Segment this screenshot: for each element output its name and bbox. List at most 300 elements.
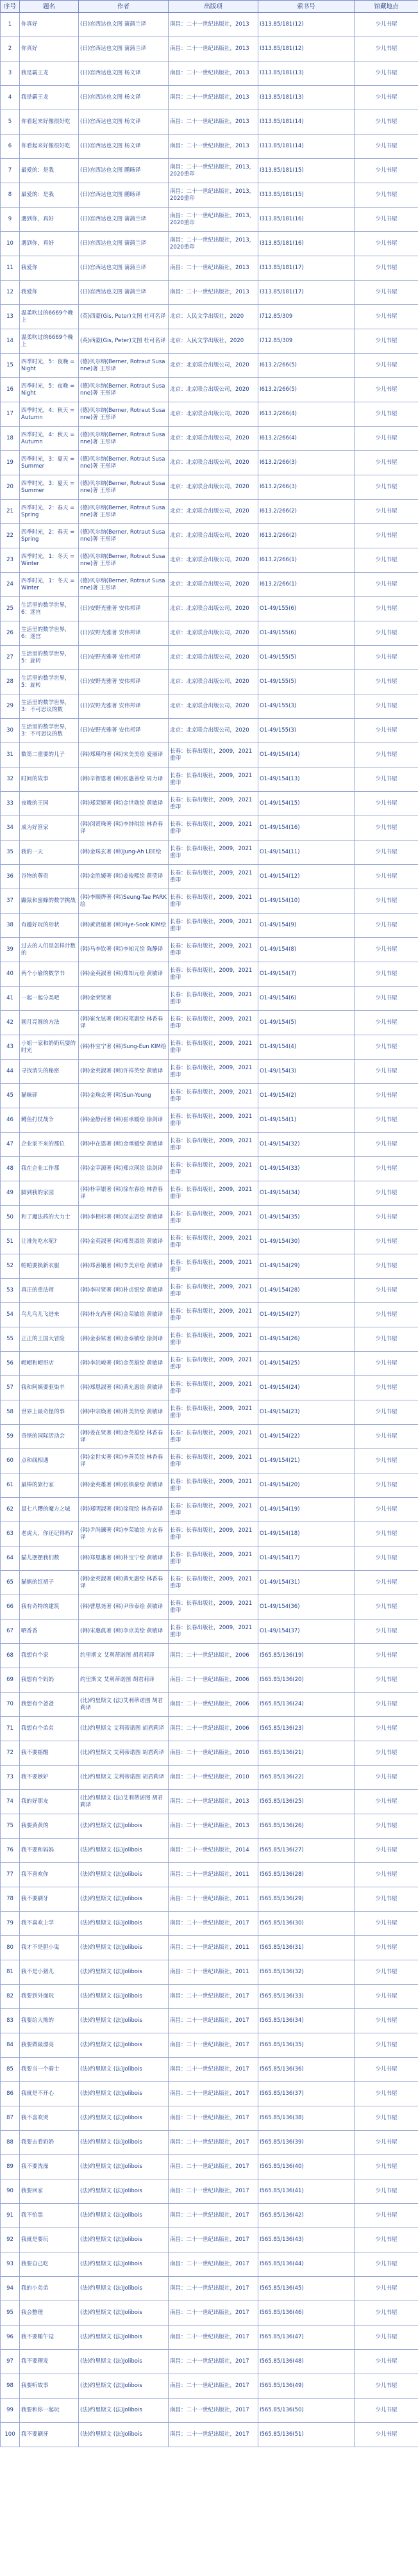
table-row bbox=[1, 2082, 418, 2106]
cell-number: 52 bbox=[1, 1254, 20, 1279]
cell-number: 44 bbox=[1, 1060, 20, 1084]
cell-title: 我是霸王龙 bbox=[20, 86, 79, 110]
table-row bbox=[1, 86, 418, 110]
cell-call-number: O1-49/154(29) bbox=[258, 1254, 355, 1279]
cell-call-number: O1-49/154(6) bbox=[258, 987, 355, 1011]
cell-publisher: 北京：北京联合出版公司，2020 bbox=[169, 670, 258, 694]
cell-location: 少儿书屋 bbox=[355, 670, 418, 694]
cell-number: 94 bbox=[1, 2277, 20, 2301]
table-row bbox=[1, 1108, 418, 1133]
header-publisher: 出版项 bbox=[169, 1, 258, 13]
cell-publisher: 长春：长春出版社，2009，2021重印 bbox=[169, 1011, 258, 1035]
cell-location: 少儿书屋 bbox=[355, 378, 418, 402]
cell-publisher: 北京：北京联合出版公司，2020 bbox=[169, 524, 258, 548]
cell-call-number: I565.85/136(49) bbox=[258, 2374, 355, 2399]
table-row bbox=[1, 1693, 418, 1717]
cell-author: (法)约里斯文 (法)Jolibois bbox=[79, 1912, 169, 1936]
cell-number: 84 bbox=[1, 2033, 20, 2058]
cell-title: 我要黄黄的 bbox=[20, 1814, 79, 1839]
table-row bbox=[1, 378, 418, 402]
table-row bbox=[1, 2204, 418, 2228]
cell-number: 60 bbox=[1, 1449, 20, 1473]
cell-call-number: I565.85/136(23) bbox=[258, 1717, 355, 1741]
cell-number: 3 bbox=[1, 62, 20, 86]
cell-publisher: 南昌：二十一世纪出版社，2013，2020重印 bbox=[169, 159, 258, 183]
cell-location: 少儿书屋 bbox=[355, 816, 418, 841]
table-row bbox=[1, 1790, 418, 1814]
cell-title: 猫熊的红裙子 bbox=[20, 1571, 79, 1595]
cell-publisher: 北京：北京联合出版公司，2020 bbox=[169, 719, 258, 743]
cell-number: 26 bbox=[1, 621, 20, 646]
cell-title: 我想有个爸爸 bbox=[20, 1693, 79, 1717]
cell-number: 2 bbox=[1, 37, 20, 62]
cell-title: 过去的人们是怎样计数的 bbox=[20, 938, 79, 962]
cell-author: (日)宫西达也文图 蒲蒲兰译 bbox=[79, 256, 169, 281]
cell-author: (比)约里斯文 (法)艾利蒂诺图 胡君莉译 bbox=[79, 1790, 169, 1814]
cell-publisher: 北京：北京联合出版公司，2020 bbox=[169, 621, 258, 646]
table-row bbox=[1, 1912, 418, 1936]
cell-author: (法)约里斯文 (法)Jolibois bbox=[79, 2131, 169, 2155]
cell-title: 猫儿摆摆我们数 bbox=[20, 1546, 79, 1571]
cell-number: 51 bbox=[1, 1230, 20, 1254]
cell-call-number: I565.85/136(22) bbox=[258, 1766, 355, 1790]
cell-author: (德)贝尔纳(Berner, Rotraut Susanne)著 王彤译 bbox=[79, 451, 169, 475]
cell-call-number: O1-49/154(15) bbox=[258, 792, 355, 816]
table-row bbox=[1, 1717, 418, 1741]
cell-publisher: 长春：长春出版社，2009，2021重印 bbox=[169, 1230, 258, 1254]
cell-call-number: I613.2/266(1) bbox=[258, 548, 355, 573]
table-row bbox=[1, 1936, 418, 1960]
cell-title: 四季时光，4：秋天 = Autumn bbox=[20, 427, 79, 451]
cell-author: (日)宫西达也文图 蒲蒲兰译 bbox=[79, 281, 169, 305]
cell-number: 42 bbox=[1, 1011, 20, 1035]
cell-location: 少儿书屋 bbox=[355, 2204, 418, 2228]
cell-location: 少儿书屋 bbox=[355, 1157, 418, 1181]
cell-title: 四季时光，1：冬天 = Winter bbox=[20, 548, 79, 573]
cell-title: 我不要嫉妒 bbox=[20, 1766, 79, 1790]
cell-publisher: 南昌：二十一世纪出版社，2017 bbox=[169, 2301, 258, 2326]
table-row bbox=[1, 1352, 418, 1376]
cell-publisher: 南昌：二十一世纪出版社，2017 bbox=[169, 2058, 258, 2082]
cell-author: 约里斯文 艾利蒂诺图 胡君莉译 bbox=[79, 1644, 169, 1668]
cell-publisher: 南昌：二十一世纪出版社，2013 bbox=[169, 86, 258, 110]
cell-number: 65 bbox=[1, 1571, 20, 1595]
cell-number: 61 bbox=[1, 1473, 20, 1498]
cell-number: 46 bbox=[1, 1108, 20, 1133]
cell-author: (法)约里斯文 (法)Jolibois bbox=[79, 2179, 169, 2204]
cell-location: 少儿书屋 bbox=[355, 1181, 418, 1206]
cell-publisher: 长春：长春出版社，2009，2021重印 bbox=[169, 767, 258, 792]
cell-call-number: O1-49/155(6) bbox=[258, 621, 355, 646]
cell-location: 少儿书屋 bbox=[355, 2252, 418, 2277]
table-row bbox=[1, 305, 418, 329]
cell-call-number: I313.85/181(13) bbox=[258, 62, 355, 86]
cell-call-number: O1-49/155(3) bbox=[258, 694, 355, 719]
header-call-number: 索书号 bbox=[258, 1, 355, 13]
cell-call-number: O1-49/154(13) bbox=[258, 767, 355, 792]
cell-author: (韩)郑善娥著 (韩)李美京绘 黄敏译 bbox=[79, 1254, 169, 1279]
cell-publisher: 南昌：二十一世纪出版社，2013，2020重印 bbox=[169, 232, 258, 256]
cell-title: 温柔吹过的6669个晚上 bbox=[20, 305, 79, 329]
cell-number: 35 bbox=[1, 841, 20, 865]
cell-publisher: 长春：长春出版社，2009，2021重印 bbox=[169, 743, 258, 767]
cell-location: 少儿书屋 bbox=[355, 1303, 418, 1327]
table-row bbox=[1, 1084, 418, 1108]
cell-number: 4 bbox=[1, 86, 20, 110]
cell-title: 生活里的数学世界，5：旋转 bbox=[20, 670, 79, 694]
cell-location: 少儿书屋 bbox=[355, 987, 418, 1011]
cell-title: 温柔吹过的6669个晚上 bbox=[20, 329, 79, 354]
cell-call-number: O1-49/155(3) bbox=[258, 719, 355, 743]
cell-call-number: I565.85/136(26) bbox=[258, 1814, 355, 1839]
cell-publisher: 长春：长春出版社，2009，2021重印 bbox=[169, 938, 258, 962]
cell-call-number: O1-49/154(21) bbox=[258, 1449, 355, 1473]
cell-publisher: 南昌：二十一世纪出版社，2014 bbox=[169, 1839, 258, 1863]
cell-title: 企业家不来的那位 bbox=[20, 1133, 79, 1157]
cell-title: 我不喜欢上学 bbox=[20, 1912, 79, 1936]
cell-location: 少儿书屋 bbox=[355, 2326, 418, 2350]
table-row bbox=[1, 524, 418, 548]
cell-location: 少儿书屋 bbox=[355, 2082, 418, 2106]
table-row bbox=[1, 2277, 418, 2301]
cell-call-number: I565.85/136(45) bbox=[258, 2277, 355, 2301]
cell-location: 少儿书屋 bbox=[355, 2301, 418, 2326]
cell-author: (日)宫西达也文图 蒲蒲兰译 bbox=[79, 37, 169, 62]
cell-call-number: I565.85/136(33) bbox=[258, 1985, 355, 2009]
cell-author: (韩)金静河著 (韩)崔承媛绘 徐剑译 bbox=[79, 1108, 169, 1133]
cell-number: 45 bbox=[1, 1084, 20, 1108]
cell-publisher: 南昌：二十一世纪出版社，2006 bbox=[169, 1668, 258, 1693]
table-row bbox=[1, 2131, 418, 2155]
table-body bbox=[1, 13, 418, 2447]
table-row bbox=[1, 2058, 418, 2082]
table-row bbox=[1, 1425, 418, 1449]
cell-number: 74 bbox=[1, 1790, 20, 1814]
cell-number: 90 bbox=[1, 2179, 20, 2204]
table-row bbox=[1, 281, 418, 305]
cell-publisher: 南昌：二十一世纪出版社，2017 bbox=[169, 1912, 258, 1936]
cell-location: 少儿书屋 bbox=[355, 1060, 418, 1084]
cell-location: 少儿书屋 bbox=[355, 232, 418, 256]
cell-publisher: 南昌：二十一世纪出版社，2017 bbox=[169, 2399, 258, 2423]
cell-publisher: 北京：北京联合出版公司，2020 bbox=[169, 354, 258, 378]
table-row bbox=[1, 670, 418, 694]
cell-title: 我要给大熊的 bbox=[20, 2009, 79, 2033]
cell-call-number: I565.85/136(30) bbox=[258, 1912, 355, 1936]
cell-author: (日)安野光雅著 安伟邦译 bbox=[79, 597, 169, 621]
cell-call-number: O1-49/154(35) bbox=[258, 1206, 355, 1230]
cell-location: 少儿书屋 bbox=[355, 2228, 418, 2252]
cell-call-number: O1-49/154(8) bbox=[258, 938, 355, 962]
cell-call-number: I613.2/266(1) bbox=[258, 573, 355, 597]
table-row bbox=[1, 1230, 418, 1254]
cell-number: 81 bbox=[1, 1960, 20, 1985]
cell-location: 少儿书屋 bbox=[355, 694, 418, 719]
cell-number: 83 bbox=[1, 2009, 20, 2033]
cell-location: 少儿书屋 bbox=[355, 646, 418, 670]
cell-author: (法)约里斯文 (法)Jolibois bbox=[79, 2350, 169, 2374]
cell-call-number: I313.85/181(12) bbox=[258, 13, 355, 37]
cell-title: 我想有个弟弟 bbox=[20, 1717, 79, 1741]
cell-number: 25 bbox=[1, 597, 20, 621]
cell-call-number: I565.85/136(32) bbox=[258, 1960, 355, 1985]
cell-location: 少儿书屋 bbox=[355, 354, 418, 378]
cell-number: 70 bbox=[1, 1693, 20, 1717]
cell-title: 我要自己吃 bbox=[20, 2252, 79, 2277]
cell-author: (德)贝尔纳(Berner, Rotraut Susanne)著 王彤译 bbox=[79, 427, 169, 451]
cell-publisher: 长春：长春出版社，2009，2021重印 bbox=[169, 865, 258, 889]
cell-call-number: O1-49/154(2) bbox=[258, 1084, 355, 1108]
cell-number: 22 bbox=[1, 524, 20, 548]
cell-author: (韩)金珠玄著 (韩)Sun-Young bbox=[79, 1084, 169, 1108]
cell-author: (韩)李相杉著 (韩)闵志恩绘 黄敏译 bbox=[79, 1206, 169, 1230]
cell-author: (英)西蒙(Gis, Peter)文图 杜可名译 bbox=[79, 329, 169, 354]
cell-publisher: 南昌：二十一世纪出版社，2017 bbox=[169, 1985, 258, 2009]
cell-title: 我就是要玩 bbox=[20, 2228, 79, 2252]
cell-author: (法)约里斯文 (法)Jolibois bbox=[79, 1936, 169, 1960]
cell-publisher: 南昌：二十一世纪出版社，2006 bbox=[169, 1644, 258, 1668]
cell-author: (韩)金英淑著 (韩)郑知元绘 黄敏译 bbox=[79, 962, 169, 987]
cell-call-number: I712.85/309 bbox=[258, 329, 355, 354]
table-row bbox=[1, 232, 418, 256]
table-row bbox=[1, 2252, 418, 2277]
cell-author: (韩)金胜媛著 (韩)姜俊熙绘 黄莹译 bbox=[79, 865, 169, 889]
cell-call-number: O1-49/154(25) bbox=[258, 1352, 355, 1376]
cell-call-number: O1-49/154(5) bbox=[258, 1011, 355, 1035]
cell-call-number: O1-49/154(3) bbox=[258, 1060, 355, 1084]
cell-publisher: 长春：长春出版社，2009，2021重印 bbox=[169, 1108, 258, 1133]
cell-publisher: 长春：长春出版社，2009，2021重印 bbox=[169, 1206, 258, 1230]
cell-number: 71 bbox=[1, 1717, 20, 1741]
cell-author: (韩)尹尚鍊著 (韩)李荣敏绘 方玄春译 bbox=[79, 1522, 169, 1546]
table-row bbox=[1, 1449, 418, 1473]
table-row bbox=[1, 2106, 418, 2131]
cell-publisher: 北京：人民文学出版社，2020 bbox=[169, 329, 258, 354]
cell-title: 鼠七八糟的魔方之城 bbox=[20, 1498, 79, 1522]
table-row bbox=[1, 1863, 418, 1887]
cell-number: 68 bbox=[1, 1644, 20, 1668]
cell-number: 24 bbox=[1, 573, 20, 597]
cell-publisher: 南昌：二十一世纪出版社，2017 bbox=[169, 2277, 258, 2301]
cell-call-number: I613.2/266(5) bbox=[258, 354, 355, 378]
cell-number: 62 bbox=[1, 1498, 20, 1522]
cell-title: 我的一天 bbox=[20, 841, 79, 865]
cell-location: 少儿书屋 bbox=[355, 2423, 418, 2447]
cell-location: 少儿书屋 bbox=[355, 1425, 418, 1449]
cell-number: 40 bbox=[1, 962, 20, 987]
cell-call-number: I565.85/136(27) bbox=[258, 1839, 355, 1863]
table-row bbox=[1, 1839, 418, 1863]
cell-title: 生活里的数学世界，5：旋转 bbox=[20, 646, 79, 670]
cell-publisher: 南昌：二十一世纪出版社，2017 bbox=[169, 2252, 258, 2277]
cell-location: 少儿书屋 bbox=[355, 475, 418, 500]
cell-author: (法)约里斯文 (法)Jolibois bbox=[79, 2423, 169, 2447]
cell-call-number: O1-49/154(9) bbox=[258, 914, 355, 938]
cell-author: (日)宫西达也文图 蒲蒲兰译 bbox=[79, 13, 169, 37]
cell-publisher: 南昌：二十一世纪出版社，2010 bbox=[169, 1766, 258, 1790]
cell-title: 最棒的旅行家 bbox=[20, 1473, 79, 1498]
cell-call-number: I313.85/181(15) bbox=[258, 183, 355, 208]
cell-location: 少儿书屋 bbox=[355, 2374, 418, 2399]
cell-publisher: 南昌：二十一世纪出版社，2017 bbox=[169, 2131, 258, 2155]
cell-location: 少儿书屋 bbox=[355, 1766, 418, 1790]
cell-number: 28 bbox=[1, 670, 20, 694]
cell-author: (韩)李顺烨著 (韩)Seung-Tae PARK绘 bbox=[79, 889, 169, 914]
table-row bbox=[1, 1206, 418, 1230]
cell-title: 我有奇特的建筑 bbox=[20, 1595, 79, 1620]
cell-title: 我要和你一起玩 bbox=[20, 2399, 79, 2423]
cell-author: (韩)朴宝宁著 (韩)Sung-Eun KIM绘 bbox=[79, 1035, 169, 1060]
cell-location: 少儿书屋 bbox=[355, 1693, 418, 1717]
cell-call-number: I565.85/136(31) bbox=[258, 1936, 355, 1960]
table-row bbox=[1, 573, 418, 597]
cell-call-number: I565.85/136(44) bbox=[258, 2252, 355, 2277]
table-row bbox=[1, 938, 418, 962]
cell-call-number: O1-49/154(11) bbox=[258, 841, 355, 865]
cell-number: 87 bbox=[1, 2106, 20, 2131]
cell-call-number: I313.85/181(17) bbox=[258, 256, 355, 281]
table-row bbox=[1, 1376, 418, 1400]
cell-call-number: O1-49/154(19) bbox=[258, 1498, 355, 1522]
cell-author: (法)约里斯文 (法)Jolibois bbox=[79, 2082, 169, 2106]
cell-location: 少儿书屋 bbox=[355, 135, 418, 159]
cell-location: 少儿书屋 bbox=[355, 1522, 418, 1546]
cell-number: 88 bbox=[1, 2131, 20, 2155]
table-row bbox=[1, 1571, 418, 1595]
cell-title: 时间的故事 bbox=[20, 767, 79, 792]
cell-number: 7 bbox=[1, 159, 20, 183]
cell-call-number: I565.85/136(24) bbox=[258, 1693, 355, 1717]
table-row bbox=[1, 548, 418, 573]
table-row bbox=[1, 475, 418, 500]
table-row bbox=[1, 621, 418, 646]
cell-location: 少儿书屋 bbox=[355, 914, 418, 938]
table-row bbox=[1, 816, 418, 841]
cell-title: 寻找消失的秘密 bbox=[20, 1060, 79, 1084]
table-row bbox=[1, 1498, 418, 1522]
cell-call-number: O1-49/155(6) bbox=[258, 597, 355, 621]
cell-publisher: 北京：北京联合出版公司，2020 bbox=[169, 500, 258, 524]
cell-location: 少儿书屋 bbox=[355, 2131, 418, 2155]
cell-publisher: 长春：长春出版社，2009，2021重印 bbox=[169, 987, 258, 1011]
table-row bbox=[1, 719, 418, 743]
table-row bbox=[1, 1644, 418, 1668]
cell-author: (韩)郑明淑著 (韩)徐现绘 林香春译 bbox=[79, 1498, 169, 1522]
cell-author: (法)约里斯文 (法)Jolibois bbox=[79, 2204, 169, 2228]
table-row bbox=[1, 767, 418, 792]
cell-publisher: 长春：长春出版社，2009，2021重印 bbox=[169, 1400, 258, 1425]
cell-title: 我要当一个骑士 bbox=[20, 2058, 79, 2082]
cell-author: (韩)朴宰银著 (韩)徐东春绘 林香春译 bbox=[79, 1181, 169, 1206]
cell-publisher: 长春：长春出版社，2009，2021重印 bbox=[169, 1060, 258, 1084]
cell-call-number: O1-49/154(30) bbox=[258, 1230, 355, 1254]
cell-call-number: I613.2/266(5) bbox=[258, 378, 355, 402]
cell-number: 31 bbox=[1, 743, 20, 767]
cell-call-number: I565.85/136(25) bbox=[258, 1790, 355, 1814]
cell-publisher: 长春：长春出版社，2009，2021重印 bbox=[169, 1571, 258, 1595]
cell-number: 73 bbox=[1, 1766, 20, 1790]
cell-location: 少儿书屋 bbox=[355, 1912, 418, 1936]
table-row bbox=[1, 2009, 418, 2033]
cell-author: (法)约里斯文 (法)Jolibois bbox=[79, 1985, 169, 2009]
cell-call-number: I565.85/136(28) bbox=[258, 1863, 355, 1887]
cell-number: 12 bbox=[1, 281, 20, 305]
cell-author: (日)安野光雅著 安伟邦译 bbox=[79, 670, 169, 694]
cell-location: 少儿书屋 bbox=[355, 1960, 418, 1985]
table-row bbox=[1, 792, 418, 816]
cell-title: 有趣好玩的形状 bbox=[20, 914, 79, 938]
cell-location: 少儿书屋 bbox=[355, 1327, 418, 1352]
cell-title: 谷物的尊贵 bbox=[20, 865, 79, 889]
cell-number: 69 bbox=[1, 1668, 20, 1693]
cell-location: 少儿书屋 bbox=[355, 962, 418, 987]
cell-publisher: 南昌：二十一世纪出版社，2010 bbox=[169, 1741, 258, 1766]
cell-location: 少儿书屋 bbox=[355, 2277, 418, 2301]
table-row bbox=[1, 841, 418, 865]
cell-author: (韩)郑恩淑著 (韩)黄允惠绘 黄敏译 bbox=[79, 1376, 169, 1400]
cell-author: (法)约里斯文 (法)Jolibois bbox=[79, 2058, 169, 2082]
table-row bbox=[1, 987, 418, 1011]
cell-call-number: I313.85/181(16) bbox=[258, 208, 355, 232]
cell-number: 97 bbox=[1, 2350, 20, 2374]
cell-call-number: O1-49/154(27) bbox=[258, 1303, 355, 1327]
cell-call-number: I565.85/136(38) bbox=[258, 2106, 355, 2131]
cell-number: 48 bbox=[1, 1157, 20, 1181]
table-row bbox=[1, 2228, 418, 2252]
cell-publisher: 南昌：二十一世纪出版社，2017 bbox=[169, 2374, 258, 2399]
cell-title: 我要到外面玩 bbox=[20, 1985, 79, 2009]
cell-number: 27 bbox=[1, 646, 20, 670]
cell-title: 我要听故事 bbox=[20, 2374, 79, 2399]
cell-publisher: 长春：长春出版社，2009，2021重印 bbox=[169, 1352, 258, 1376]
cell-author: (韩)马李钦著 (韩)李知元绘 陈静译 bbox=[79, 938, 169, 962]
cell-call-number: I565.85/136(37) bbox=[258, 2082, 355, 2106]
table-row bbox=[1, 2423, 418, 2447]
cell-title: 帽帽和帽哥店 bbox=[20, 1352, 79, 1376]
cell-publisher: 长春：长春出版社，2009，2021重印 bbox=[169, 1084, 258, 1108]
cell-title: 圆月亮圆的方法 bbox=[20, 1011, 79, 1035]
cell-title: 正正的王国大冒险 bbox=[20, 1327, 79, 1352]
cell-number: 20 bbox=[1, 475, 20, 500]
cell-location: 少儿书屋 bbox=[355, 86, 418, 110]
cell-title: 真正的重法师 bbox=[20, 1279, 79, 1303]
cell-call-number: O1-49/154(37) bbox=[258, 1620, 355, 1644]
cell-number: 15 bbox=[1, 354, 20, 378]
table-row bbox=[1, 1060, 418, 1084]
cell-title: 我不要睡午觉 bbox=[20, 2326, 79, 2350]
cell-title: 你看起来好像很好吃 bbox=[20, 135, 79, 159]
cell-number: 82 bbox=[1, 1985, 20, 2009]
cell-number: 14 bbox=[1, 329, 20, 354]
cell-author: (日)安野光雅著 安伟邦译 bbox=[79, 646, 169, 670]
cell-number: 1 bbox=[1, 13, 20, 37]
table-row bbox=[1, 1035, 418, 1060]
cell-number: 66 bbox=[1, 1595, 20, 1620]
cell-location: 少儿书屋 bbox=[355, 865, 418, 889]
cell-call-number: O1-49/154(4) bbox=[258, 1035, 355, 1060]
cell-author: (日)安野光雅著 安伟邦译 bbox=[79, 694, 169, 719]
cell-location: 少儿书屋 bbox=[355, 427, 418, 451]
cell-location: 少儿书屋 bbox=[355, 573, 418, 597]
cell-author: (日)安野光雅著 安伟邦译 bbox=[79, 621, 169, 646]
cell-call-number: O1-49/154(17) bbox=[258, 1546, 355, 1571]
cell-call-number: I613.2/266(4) bbox=[258, 402, 355, 427]
cell-number: 55 bbox=[1, 1327, 20, 1352]
cell-call-number: O1-49/154(10) bbox=[258, 889, 355, 914]
cell-location: 少儿书屋 bbox=[355, 2058, 418, 2082]
cell-location: 少儿书屋 bbox=[355, 1498, 418, 1522]
cell-publisher: 南昌：二十一世纪出版社，2013 bbox=[169, 37, 258, 62]
